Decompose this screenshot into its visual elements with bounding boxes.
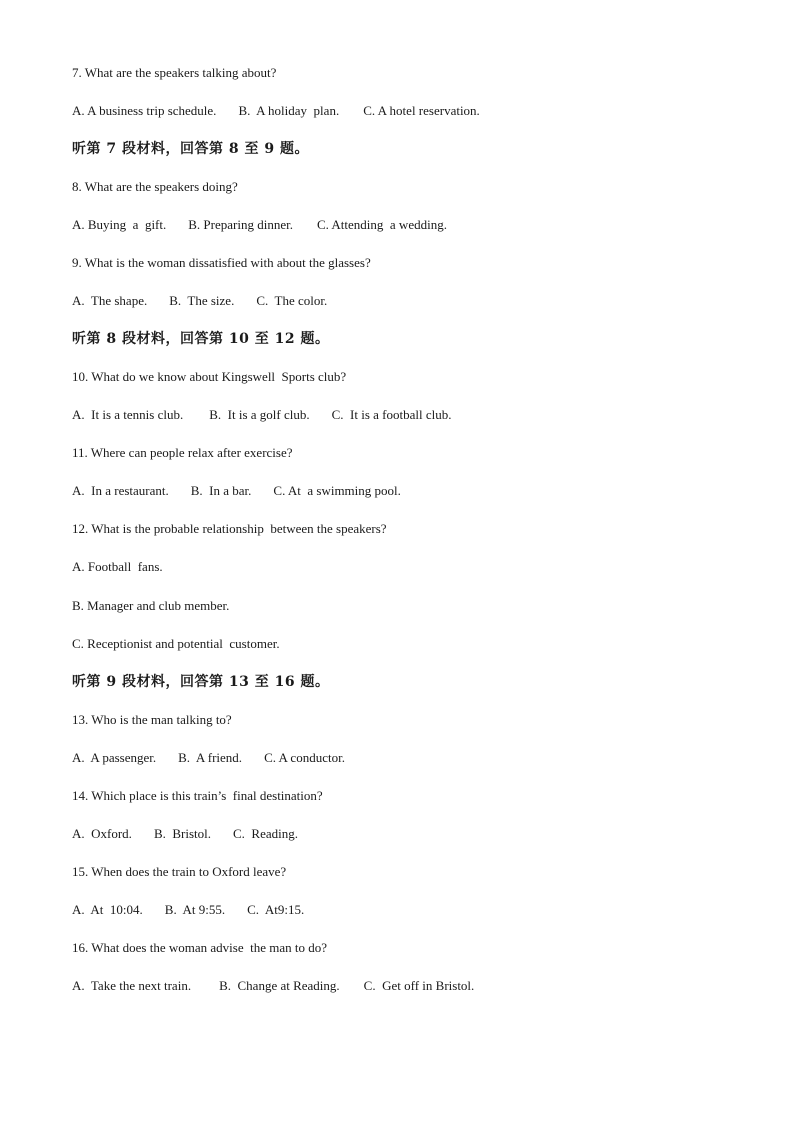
option-c: C. At a swimming pool. [273, 483, 401, 498]
option-b: B. The size. [169, 293, 235, 308]
question-14: 14. Which place is this train’s final destination? [72, 788, 323, 803]
option-c: C. The color. [256, 293, 328, 308]
option-a: A. At 10:04. [72, 902, 143, 917]
question-14-options [72, 826, 298, 842]
question-8: 8. What are the speakers doing? [72, 179, 238, 194]
option-b: B. A friend. [178, 750, 243, 765]
question-12: 12. What is the probable relationship between the speakers? [72, 521, 387, 536]
option-b: B. At 9:55. [164, 902, 226, 917]
question-11-options [72, 483, 401, 499]
option-a: A. Buying a gift. [72, 217, 167, 232]
option-b: B. In a bar. [190, 483, 252, 498]
option-c: C. Attending a wedding. [316, 217, 447, 232]
option-c: C. Get off in Bristol. [363, 978, 475, 993]
section-heading-9: 听第 9 段材料，回答第 13 至 16 题。 [72, 674, 330, 690]
option-c: C. A hotel reservation. [363, 103, 480, 118]
option-a: A. In a restaurant. [72, 483, 169, 498]
option-a: A. A business trip schedule. [72, 103, 217, 118]
option-a: A. Oxford. [72, 826, 132, 841]
question-9-options [72, 293, 327, 309]
question-8-options [72, 217, 447, 233]
question-12-option-b: B. Manager and club member. [72, 598, 230, 613]
option-b: B. It is a golf club. [209, 407, 310, 422]
question-16: 16. What does the woman advise the man to do? [72, 940, 328, 955]
question-10-options [72, 407, 451, 423]
section-heading-7: 听第 7 段材料，回答第 8 至 9 题。 [72, 141, 309, 157]
question-9: 9. What is the woman dissatisfied with about the glasses? [72, 255, 371, 270]
option-b: B. A holiday plan. [238, 103, 340, 118]
question-12-option-a: A. Football fans. [72, 559, 163, 574]
option-a: A. Take the next train. [72, 978, 192, 993]
option-c: C. Reading. [233, 826, 299, 841]
question-11: 11. Where can people relax after exercise? [72, 445, 293, 460]
option-c: C. At9:15. [247, 902, 305, 917]
option-a: A. It is a tennis club. [72, 407, 184, 422]
option-a: A. A passenger. [72, 750, 157, 765]
question-10: 10. What do we know about Kingswell Sports club? [72, 369, 347, 384]
option-a: A. The shape. [72, 293, 148, 308]
question-13-options [72, 750, 345, 766]
question-13: 13. Who is the man talking to? [72, 712, 232, 727]
option-c: C. It is a football club. [331, 407, 452, 422]
option-b: B. Change at Reading. [219, 978, 340, 993]
question-7-options [72, 103, 480, 119]
section-heading-8: 听第 8 段材料，回答第 10 至 12 题。 [72, 331, 330, 347]
option-c: C. A conductor. [264, 750, 345, 765]
question-15-options [72, 902, 304, 918]
question-16-options [72, 978, 474, 994]
question-15: 15. When does the train to Oxford leave? [72, 864, 287, 879]
question-7: 7. What are the speakers talking about? [72, 65, 277, 80]
question-12-option-c: C. Receptionist and potential customer. [72, 636, 280, 651]
option-b: B. Bristol. [153, 826, 212, 841]
option-b: B. Preparing dinner. [188, 217, 293, 232]
